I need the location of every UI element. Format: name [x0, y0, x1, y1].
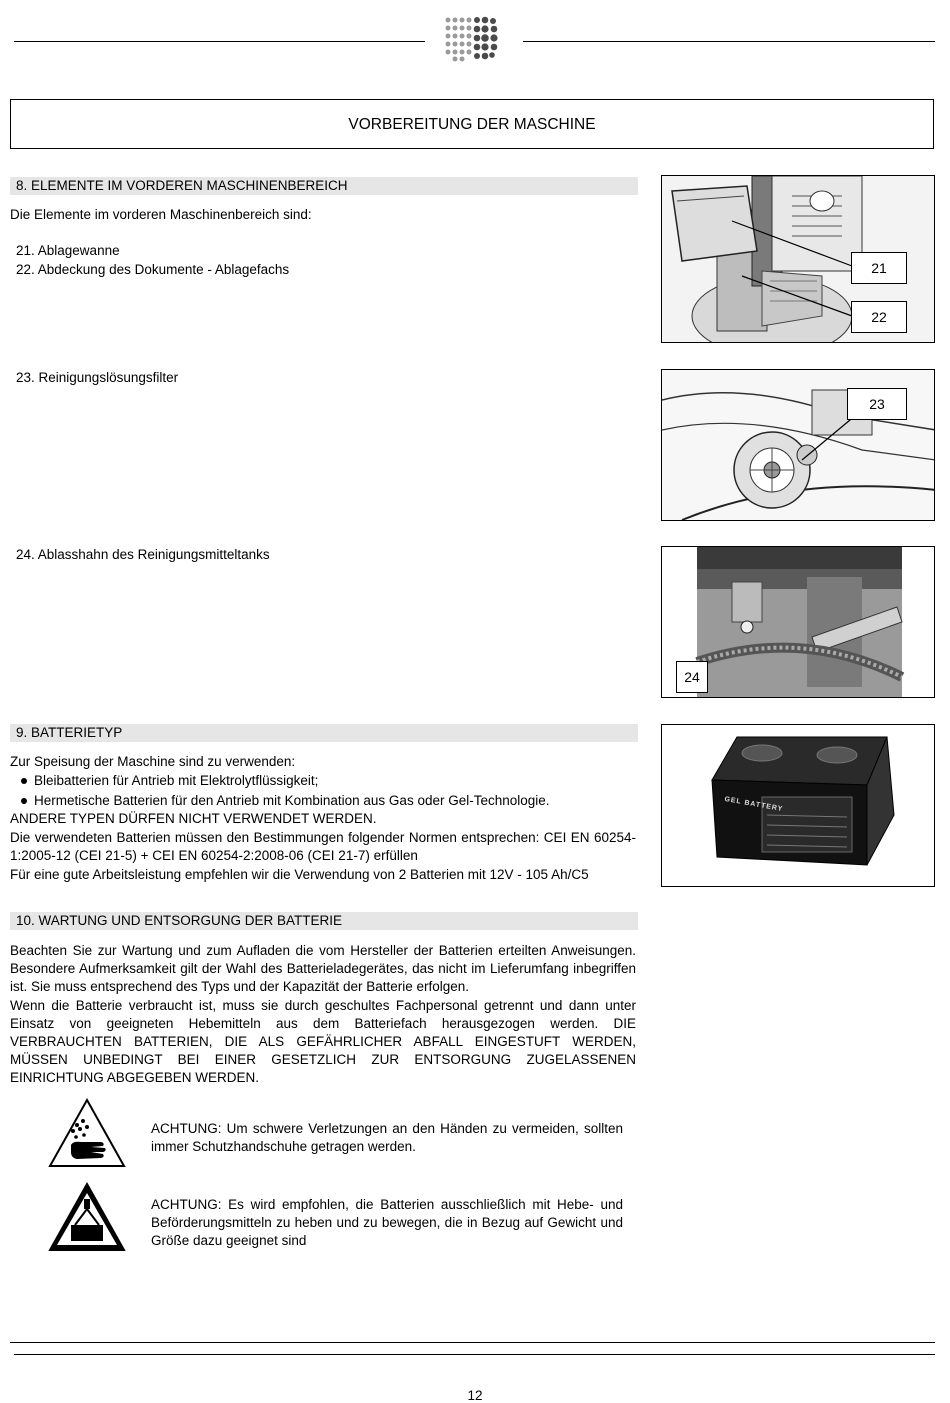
footer-rule-bottom: [14, 1354, 935, 1355]
section-10-paragraph-1: Beachten Sie zur Wartung und zum Aufladen die vom Hersteller der Batterien erteilten Anweisungen. Besondere Aufmerksamkeit gilt der Wahl des Batterieladegerätes, das nicht im Lieferumfang inbegriffen ist. Sie muss entsprechend des Typs und der Kapazität der Batterie erfolgen.: [10, 943, 636, 994]
list-item: Bleibatterien für Antrieb mit Elektrolytflüssigkeit;: [10, 772, 550, 790]
page-title: VORBEREITUNG DER MASCHINE: [10, 99, 934, 149]
photo-gel-battery: [661, 724, 935, 887]
gloves-warning-icon: [47, 1097, 127, 1169]
section-9-recommendation: Für eine gute Arbeitsleistung empfehlen wir die Verwendung von 2 Batterien mit 12V - 105 Ah/C5: [10, 867, 589, 882]
photo-drain-tap: [661, 546, 935, 698]
section-9-warning: ANDERE TYPEN DÜRFEN NICHT VERWENDET WERDEN.: [10, 811, 377, 826]
footer-rule-top: [10, 1342, 935, 1343]
section-8-heading: 8. ELEMENTE IM VORDEREN MASCHINENBEREICH: [10, 177, 638, 195]
brand-logo-icon: [443, 15, 503, 63]
section-10-paragraph-2: Wenn die Batterie verbraucht ist, muss sie durch geschultes Fachpersonal getrennt und dann unter Einsatz von geeigneten Hebemitteln aus dem Batteriefach herausgezogen werden. DIE VERBRAUCHTEN BATTERIEN, DIE ALS GEFÄHRLICHER ABFALL EINGESTUFT WERDEN, MÜSSEN UNBEDINGT BEI EINER GESETZLICH ZUR ENTSORGUNG ZUGELASSENEN EINRICHTUNG ABGEGEBEN WERDEN.: [10, 998, 636, 1085]
section-10-heading: 10. WARTUNG UND ENTSORGUNG DER BATTERIE: [10, 912, 638, 930]
gel-battery-drawing: [662, 725, 935, 887]
list-item: 24. Ablasshahn des Reinigungsmitteltanks: [16, 547, 270, 562]
header-rule-right: [523, 41, 935, 42]
section-9-heading: 9. BATTERIETYP: [10, 724, 638, 742]
warning-lifting-text: ACHTUNG: Es wird empfohlen, die Batterien ausschließlich mit Hebe- und Beförderungsmitteln zu heben und zu bewegen, die in Bezug auf Gewicht und Größe dazu geeignet sind: [151, 1197, 623, 1248]
header-rule-left: [14, 41, 425, 42]
callout-24: 24: [676, 661, 708, 693]
lifting-warning-icon: [47, 1181, 127, 1253]
callout-21: 21: [851, 252, 907, 284]
warning-gloves-text: ACHTUNG: Um schwere Verletzungen an den Händen zu vermeiden, sollten immer Schutzhandschuhe getragen werden.: [151, 1121, 623, 1154]
photo-front-storage: [661, 175, 935, 343]
list-item: 21. Ablagewanne: [16, 243, 120, 258]
callout-22: 22: [851, 301, 907, 333]
battery-label: GEL BATTERY: [723, 795, 784, 814]
list-item: Hermetische Batterien für den Antrieb mit Kombination aus Gas oder Gel-Technologie.: [10, 792, 550, 810]
battery-type-list: [10, 772, 550, 810]
section-8-intro: Die Elemente im vorderen Maschinenbereich sind:: [10, 207, 312, 222]
list-item: 22. Abdeckung des Dokumente - Ablagefachs: [16, 262, 290, 277]
section-9-norms: Die verwendeten Batterien müssen den Bestimmungen folgender Normen entsprechen: CEI EN 60254-1:2005-12 (CEI 21-5) + CEI EN 60254-2:2008-06 (CEI 21-7) erfüllen: [10, 830, 636, 863]
section-9-intro: Zur Speisung der Maschine sind zu verwenden:: [10, 754, 296, 769]
callout-23: 23: [847, 388, 907, 420]
list-item: 23. Reinigungslösungsfilter: [16, 370, 179, 385]
page-number: 12: [467, 1388, 483, 1403]
photo-solution-filter: [661, 369, 935, 521]
